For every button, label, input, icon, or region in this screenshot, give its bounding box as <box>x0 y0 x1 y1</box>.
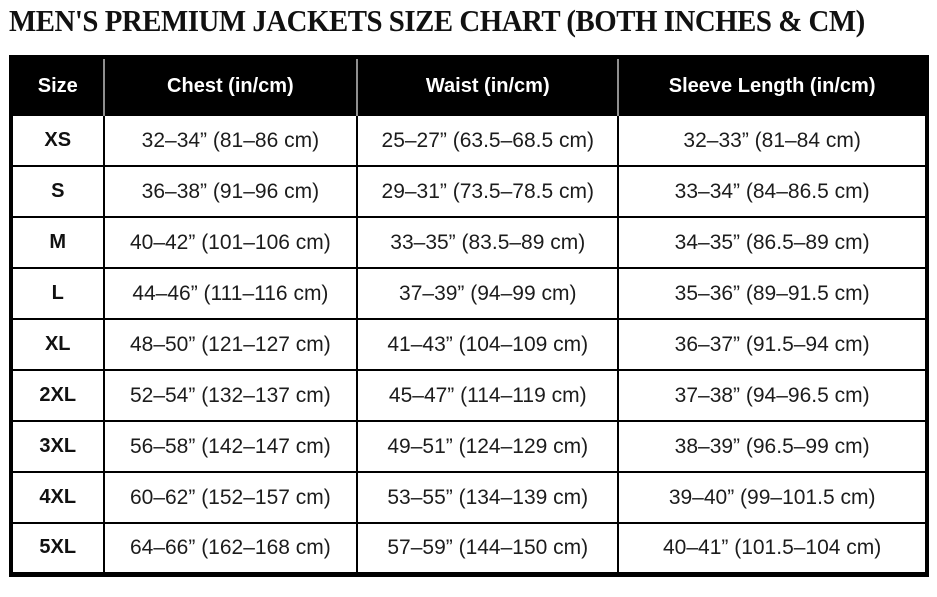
size-cell: XS <box>11 115 104 166</box>
header-row <box>11 57 927 115</box>
column-header-waist: Waist (in/cm) <box>357 57 618 115</box>
waist-cell: 53–55” (134–139 cm) <box>357 472 618 523</box>
size-cell: 4XL <box>11 472 104 523</box>
sleeve-cell: 35–36” (89–91.5 cm) <box>618 268 927 319</box>
chest-cell: 32–34” (81–86 cm) <box>104 115 358 166</box>
size-cell: L <box>11 268 104 319</box>
waist-cell: 29–31” (73.5–78.5 cm) <box>357 166 618 217</box>
table-header <box>11 57 927 115</box>
sleeve-cell: 33–34” (84–86.5 cm) <box>618 166 927 217</box>
chest-cell: 36–38” (91–96 cm) <box>104 166 358 217</box>
sleeve-cell: 39–40” (99–101.5 cm) <box>618 472 927 523</box>
size-cell: M <box>11 217 104 268</box>
chest-cell: 56–58” (142–147 cm) <box>104 421 358 472</box>
page-title: MEN'S PREMIUM JACKETS SIZE CHART (BOTH INCHES & CM) <box>9 3 865 38</box>
table-row <box>11 268 927 319</box>
waist-cell: 49–51” (124–129 cm) <box>357 421 618 472</box>
chest-cell: 44–46” (111–116 cm) <box>104 268 358 319</box>
table-row <box>11 472 927 523</box>
column-header-sleeve: Sleeve Length (in/cm) <box>618 57 927 115</box>
chest-cell: 64–66” (162–168 cm) <box>104 523 358 574</box>
table-row <box>11 217 927 268</box>
sleeve-cell: 40–41” (101.5–104 cm) <box>618 523 927 574</box>
waist-cell: 25–27” (63.5–68.5 cm) <box>357 115 618 166</box>
sleeve-cell: 37–38” (94–96.5 cm) <box>618 370 927 421</box>
waist-cell: 37–39” (94–99 cm) <box>357 268 618 319</box>
size-cell: 2XL <box>11 370 104 421</box>
table-row <box>11 115 927 166</box>
chest-cell: 52–54” (132–137 cm) <box>104 370 358 421</box>
size-cell: 5XL <box>11 523 104 574</box>
chest-cell: 40–42” (101–106 cm) <box>104 217 358 268</box>
sleeve-cell: 32–33” (81–84 cm) <box>618 115 927 166</box>
waist-cell: 57–59” (144–150 cm) <box>357 523 618 574</box>
size-chart-table <box>9 55 929 577</box>
sleeve-cell: 38–39” (96.5–99 cm) <box>618 421 927 472</box>
size-chart-page <box>0 4 937 597</box>
size-cell: S <box>11 166 104 217</box>
size-cell: 3XL <box>11 421 104 472</box>
table-row <box>11 421 927 472</box>
waist-cell: 33–35” (83.5–89 cm) <box>357 217 618 268</box>
size-cell: XL <box>11 319 104 370</box>
waist-cell: 45–47” (114–119 cm) <box>357 370 618 421</box>
table-row <box>11 166 927 217</box>
waist-cell: 41–43” (104–109 cm) <box>357 319 618 370</box>
sleeve-cell: 36–37” (91.5–94 cm) <box>618 319 927 370</box>
table-row <box>11 319 927 370</box>
chest-cell: 48–50” (121–127 cm) <box>104 319 358 370</box>
table-row <box>11 370 927 421</box>
column-header-chest: Chest (in/cm) <box>104 57 358 115</box>
column-header-size: Size <box>37 75 78 97</box>
table-body <box>11 115 927 574</box>
table-row <box>11 523 927 574</box>
chest-cell: 60–62” (152–157 cm) <box>104 472 358 523</box>
sleeve-cell: 34–35” (86.5–89 cm) <box>618 217 927 268</box>
